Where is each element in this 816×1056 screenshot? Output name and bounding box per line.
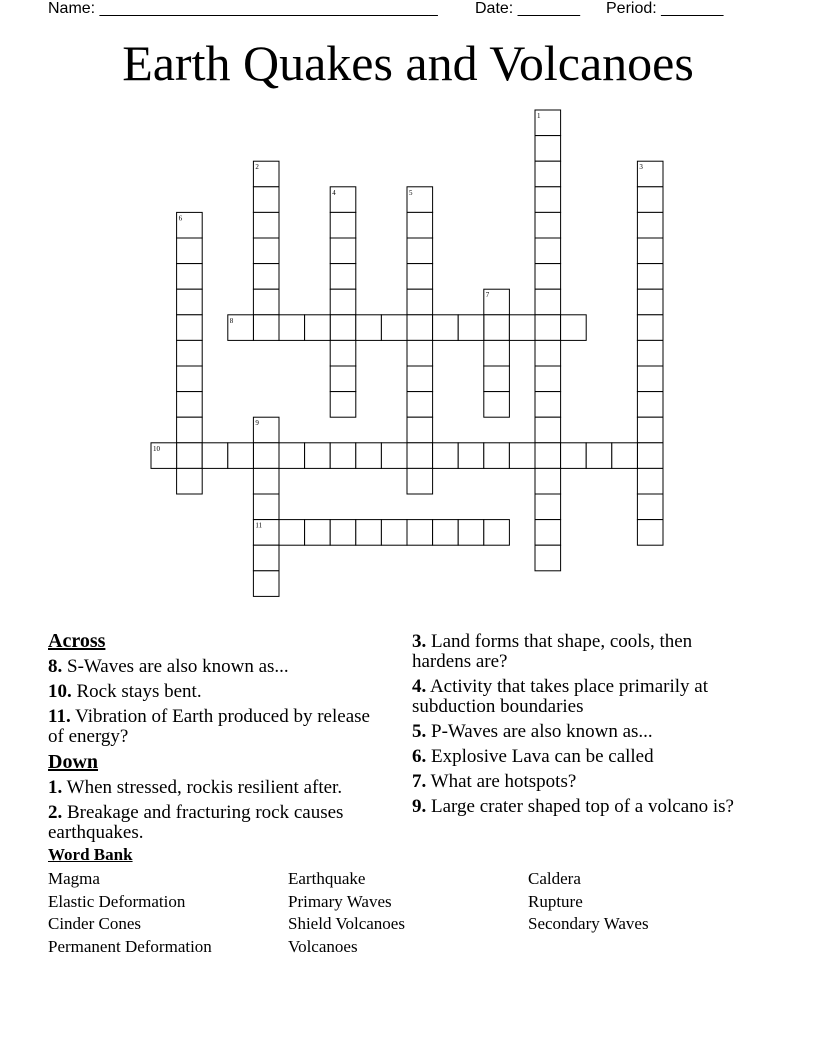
crossword-cell[interactable] [407, 212, 433, 238]
crossword-cell[interactable] [253, 212, 279, 238]
crossword-cell[interactable] [433, 315, 459, 341]
crossword-cell[interactable] [535, 238, 561, 264]
crossword-cell[interactable] [177, 417, 203, 443]
crossword-cell[interactable] [535, 315, 561, 341]
clue-across-10 [48, 682, 388, 702]
crossword-cell[interactable] [253, 494, 279, 520]
clue-number: 2. [48, 802, 63, 823]
clue-text: Vibration of Earth produced by release of energy? [48, 706, 370, 747]
date-field-label[interactable]: Date: _______ [475, 0, 580, 17]
crossword-cell[interactable] [637, 187, 663, 213]
crossword-cell[interactable] [637, 417, 663, 443]
crossword-cell[interactable] [407, 443, 433, 469]
cell-number: 8 [229, 316, 234, 325]
clue-number: 3. [412, 631, 427, 652]
word-bank-item: Secondary Waves [528, 914, 649, 933]
crossword-cell[interactable] [484, 520, 510, 546]
crossword-cell[interactable] [330, 520, 356, 546]
crossword-cell[interactable] [637, 494, 663, 520]
cell-number: 2 [255, 163, 259, 172]
crossword-cell[interactable] [637, 212, 663, 238]
cell-number: 4 [332, 188, 336, 197]
crossword-cell[interactable] [202, 443, 228, 469]
crossword-cell[interactable] [433, 520, 459, 546]
crossword-cell[interactable] [407, 289, 433, 315]
crossword-cell[interactable] [509, 315, 535, 341]
crossword-cell[interactable] [330, 289, 356, 315]
crossword-cell[interactable] [484, 340, 510, 366]
crossword-cell[interactable] [253, 545, 279, 571]
clue-text: P-Waves are also known as... [431, 721, 653, 742]
clue-number: 11. [48, 706, 71, 727]
clues-left-column [48, 631, 388, 848]
clue-down-5 [412, 722, 752, 742]
crossword-cell[interactable] [253, 315, 279, 341]
clue-text: Explosive Lava can be called [431, 746, 654, 767]
crossword-cell[interactable] [637, 520, 663, 546]
crossword-cell[interactable] [407, 340, 433, 366]
crossword-cell[interactable] [253, 571, 279, 597]
clue-text: S-Waves are also known as... [67, 656, 289, 677]
clue-text: Rock stays bent. [76, 681, 202, 702]
clue-text: When stressed, rockis resilient after. [66, 777, 343, 798]
crossword-cell[interactable] [484, 315, 510, 341]
clue-number: 9. [412, 796, 427, 817]
clue-number: 4. [412, 676, 427, 697]
crossword-cell[interactable] [330, 443, 356, 469]
cell-number: 1 [537, 112, 541, 120]
crossword-cell[interactable] [535, 136, 561, 162]
crossword-cell[interactable] [177, 315, 203, 341]
crossword-cell[interactable] [586, 443, 612, 469]
crossword-cell[interactable] [279, 520, 305, 546]
crossword-cell[interactable] [330, 264, 356, 290]
word-bank-item: Rupture [528, 892, 583, 911]
crossword-cell[interactable] [535, 264, 561, 290]
clue-text: What are hotspots? [430, 771, 577, 792]
crossword-cell[interactable] [177, 289, 203, 315]
word-bank-item: Earthquake [288, 869, 366, 888]
crossword-cell[interactable] [535, 212, 561, 238]
word-bank-item: Primary Waves [288, 892, 392, 911]
across-heading: Across [48, 630, 106, 652]
clue-number: 5. [412, 721, 427, 742]
word-bank-item: Magma [48, 869, 100, 888]
crossword-cell[interactable] [612, 443, 638, 469]
crossword-cell[interactable] [356, 520, 382, 546]
crossword-cell[interactable] [253, 443, 279, 469]
crossword-cell[interactable] [561, 443, 587, 469]
crossword-cell[interactable] [330, 238, 356, 264]
crossword-cell[interactable] [305, 315, 331, 341]
crossword-cell[interactable] [330, 315, 356, 341]
clue-down-3 [412, 632, 752, 672]
crossword-cell[interactable] [458, 520, 484, 546]
crossword-cell[interactable] [637, 443, 663, 469]
crossword-cell[interactable] [228, 443, 254, 469]
crossword-cell[interactable] [509, 443, 535, 469]
clue-down-6 [412, 747, 752, 767]
crossword-cell[interactable] [253, 187, 279, 213]
crossword-cell[interactable] [253, 289, 279, 315]
crossword-cell[interactable] [177, 264, 203, 290]
crossword-cell[interactable] [637, 238, 663, 264]
crossword-cell[interactable] [177, 340, 203, 366]
cell-number: 9 [255, 419, 259, 428]
clue-text: Large crater shaped top of a volcano is? [431, 796, 734, 817]
crossword-cell[interactable] [177, 468, 203, 494]
clue-down-2 [48, 803, 388, 843]
clue-across-8 [48, 657, 388, 677]
crossword-cell[interactable] [637, 315, 663, 341]
crossword-cell[interactable] [637, 264, 663, 290]
crossword-cell[interactable] [381, 443, 407, 469]
clue-number: 10. [48, 681, 72, 702]
crossword-cell[interactable] [407, 468, 433, 494]
clues-right-column [412, 632, 752, 822]
crossword-cell[interactable] [561, 315, 587, 341]
crossword-cell[interactable] [458, 315, 484, 341]
crossword-cell[interactable] [305, 443, 331, 469]
word-bank-item: Cinder Cones [48, 914, 142, 933]
crossword-cell[interactable] [407, 264, 433, 290]
word-bank-item: Caldera [528, 869, 581, 888]
crossword-cell[interactable] [637, 289, 663, 315]
crossword-cell[interactable] [535, 392, 561, 418]
clue-text: Breakage and fracturing rock causes earthquakes. [48, 802, 344, 843]
crossword-cell[interactable] [535, 340, 561, 366]
crossword-cell[interactable] [458, 443, 484, 469]
crossword-cell[interactable] [535, 494, 561, 520]
crossword-cell[interactable] [407, 417, 433, 443]
crossword-cell[interactable] [253, 238, 279, 264]
cell-number: 10 [153, 444, 160, 453]
word-bank-item: Permanent Deformation [48, 937, 212, 956]
crossword-cell[interactable] [407, 315, 433, 341]
crossword-cell[interactable] [637, 468, 663, 494]
crossword-cell[interactable] [433, 443, 459, 469]
clue-text: Activity that takes place primarily at subduction boundaries [412, 676, 708, 717]
cell-number: 7 [485, 291, 490, 300]
clue-text: Land forms that shape, cools, then hardens are? [412, 631, 693, 672]
crossword-cell[interactable] [253, 468, 279, 494]
period-field-label[interactable]: Period: _______ [606, 0, 724, 17]
crossword-cell[interactable] [356, 315, 382, 341]
clue-down-4 [412, 677, 752, 717]
crossword-cell[interactable] [177, 238, 203, 264]
name-field-label[interactable]: Name: ______________________________________ [48, 0, 438, 17]
word-bank-item: Elastic Deformation [48, 892, 186, 911]
crossword-cell[interactable] [253, 264, 279, 290]
crossword-cell[interactable] [535, 366, 561, 392]
crossword-cell[interactable] [535, 161, 561, 187]
crossword-cell[interactable] [484, 443, 510, 469]
clue-number: 6. [412, 746, 427, 767]
clue-down-1 [48, 778, 388, 798]
crossword-cell[interactable] [279, 443, 305, 469]
cell-number: 3 [639, 163, 643, 172]
crossword-cell[interactable] [407, 392, 433, 418]
clue-down-9 [412, 797, 752, 817]
crossword-cell[interactable] [637, 392, 663, 418]
crossword-cell[interactable] [637, 340, 663, 366]
crossword-cell[interactable] [177, 392, 203, 418]
crossword-cell[interactable] [407, 520, 433, 546]
crossword-cell[interactable] [330, 212, 356, 238]
crossword-cell[interactable] [279, 315, 305, 341]
clue-down-7 [412, 772, 752, 792]
word-bank-item: Volcanoes [288, 937, 358, 956]
crossword-cell[interactable] [535, 443, 561, 469]
crossword-cell[interactable] [177, 443, 203, 469]
crossword-cell[interactable] [535, 468, 561, 494]
crossword-cell[interactable] [535, 417, 561, 443]
crossword-cell[interactable] [535, 520, 561, 546]
crossword-cell[interactable] [177, 366, 203, 392]
down-heading: Down [48, 751, 99, 773]
word-bank-heading: Word Bank [48, 845, 133, 864]
crossword-cell[interactable] [535, 187, 561, 213]
crossword-cell[interactable] [381, 520, 407, 546]
crossword-cell[interactable] [637, 366, 663, 392]
crossword-cell[interactable] [535, 545, 561, 571]
cell-number: 11 [255, 521, 263, 530]
crossword-cell[interactable] [305, 520, 331, 546]
word-bank-item: Shield Volcanoes [288, 914, 405, 933]
clue-across-11 [48, 707, 388, 747]
clue-number: 7. [412, 771, 427, 792]
crossword-cell[interactable] [407, 238, 433, 264]
crossword-cell[interactable] [484, 366, 510, 392]
crossword-cell[interactable] [330, 340, 356, 366]
crossword-cell[interactable] [330, 366, 356, 392]
clue-number: 1. [48, 777, 63, 798]
crossword-cell[interactable] [535, 289, 561, 315]
crossword-cell[interactable] [356, 443, 382, 469]
crossword-cell[interactable] [484, 392, 510, 418]
cell-number: 5 [409, 188, 413, 197]
cell-number: 6 [178, 214, 183, 223]
crossword-cell[interactable] [407, 366, 433, 392]
crossword-cell[interactable] [330, 392, 356, 418]
clue-number: 8. [48, 656, 63, 677]
crossword-cell[interactable] [381, 315, 407, 341]
page-title: Earth Quakes and Volcanoes [122, 35, 694, 91]
